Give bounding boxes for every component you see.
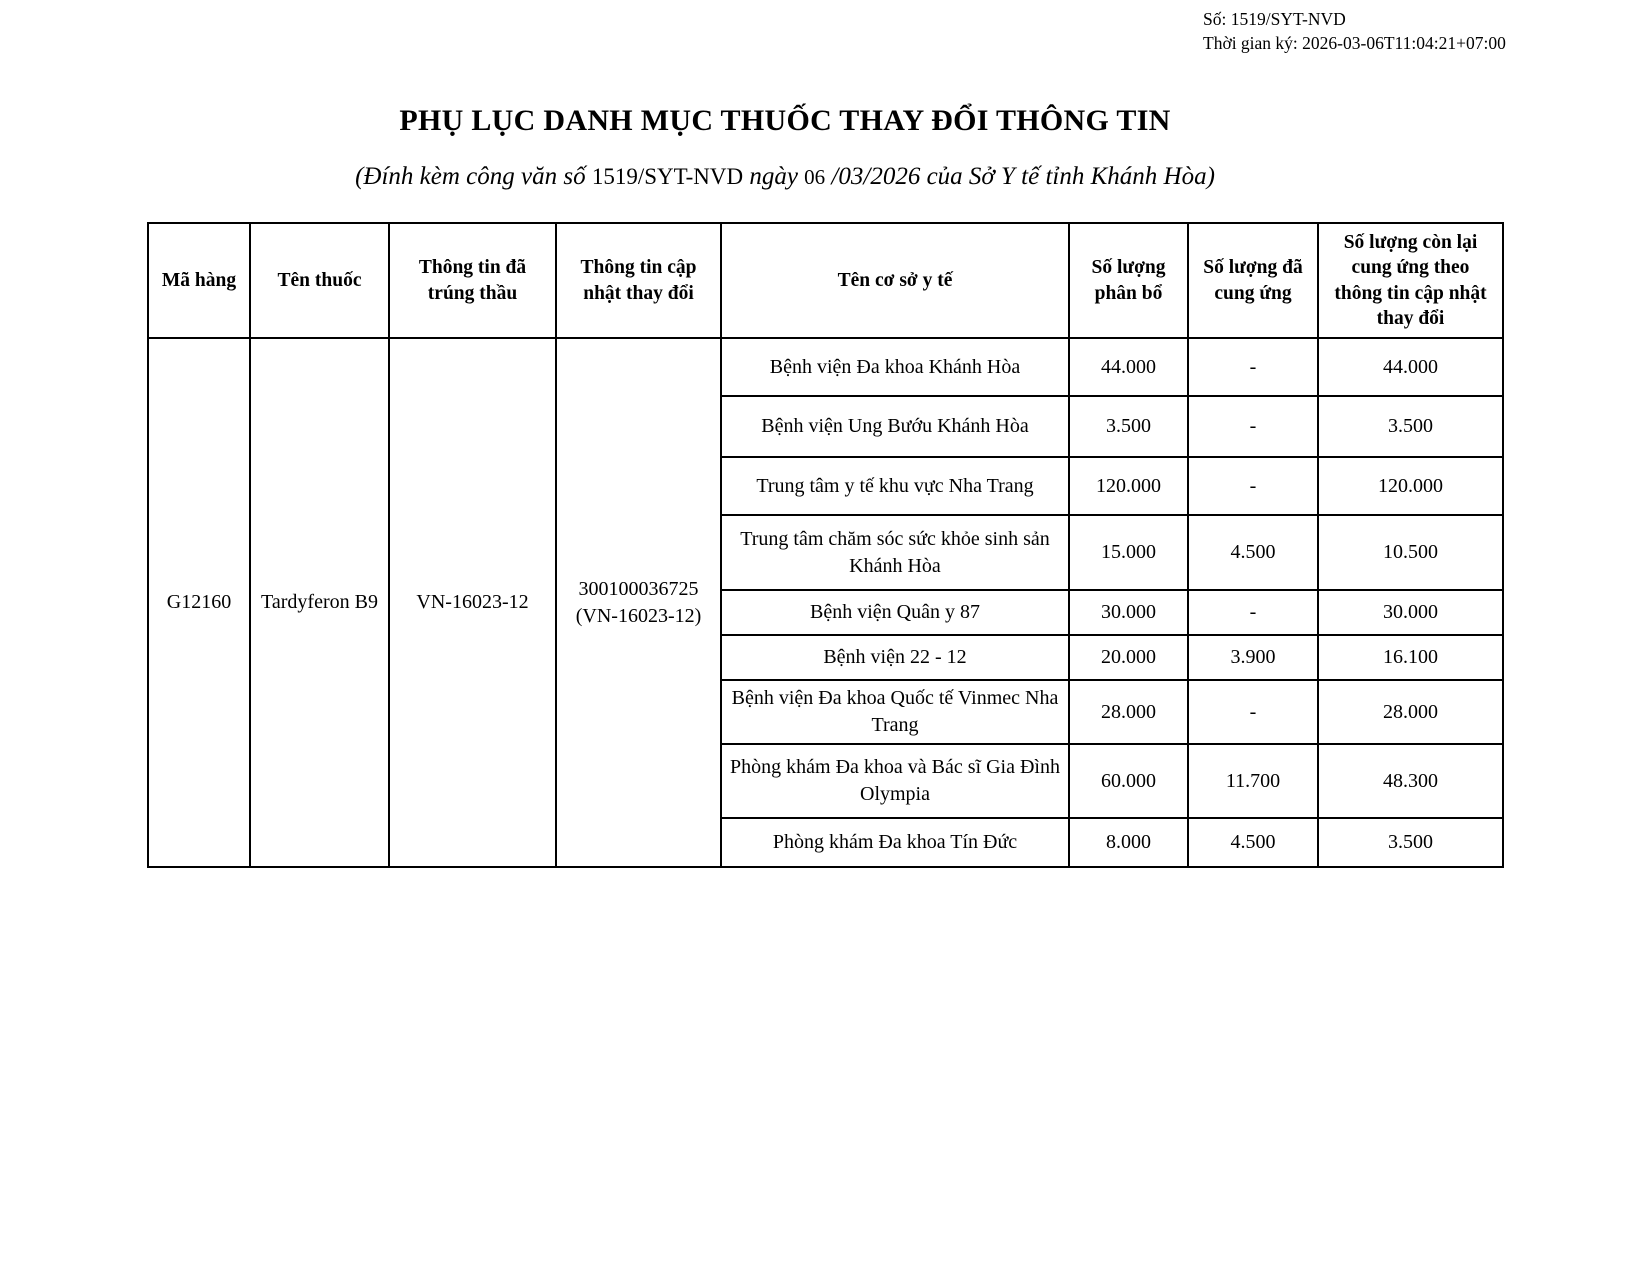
remaining-cell: 48.300 — [1318, 744, 1503, 818]
subtitle-day: 06 — [804, 165, 826, 189]
supplied-cell: 4.500 — [1188, 515, 1318, 590]
remaining-cell: 3.500 — [1318, 818, 1503, 867]
subtitle-doc-number: 1519/SYT-NVD — [591, 164, 744, 189]
item-code-cell: G12160 — [148, 338, 250, 867]
subtitle-part3: /03/2026 của Sở Y tế tỉnh Khánh Hòa) — [831, 163, 1215, 190]
item-bid-info-cell: VN-16023-12 — [389, 338, 556, 867]
header-remaining: Số lượng còn lại cung ứng theo thông tin cập nhật thay đổi — [1318, 223, 1503, 338]
page-title: PHỤ LỤC DANH MỤC THUỐC THAY ĐỔI THÔNG TIN — [399, 104, 1171, 137]
subtitle-part2: ngày — [749, 163, 798, 190]
supplied-cell: 11.700 — [1188, 744, 1318, 818]
subtitle — [120, 163, 1450, 191]
facility-cell: Phòng khám Đa khoa và Bác sĩ Gia Đình Olympia — [721, 744, 1069, 818]
facility-cell: Trung tâm y tế khu vực Nha Trang — [721, 457, 1069, 515]
facility-cell: Bệnh viện Ung Bướu Khánh Hòa — [721, 396, 1069, 457]
header-updated-info: Thông tin cập nhật thay đổi — [556, 223, 721, 338]
table-row — [148, 338, 1503, 396]
remaining-cell: 10.500 — [1318, 515, 1503, 590]
doc-number-line: Số: 1519/SYT-NVD — [1203, 9, 1346, 29]
header-code: Mã hàng — [148, 223, 250, 338]
remaining-cell: 120.000 — [1318, 457, 1503, 515]
allocated-cell: 3.500 — [1069, 396, 1188, 457]
header-allocated: Số lượng phân bổ — [1069, 223, 1188, 338]
facility-cell: Bệnh viện Đa khoa Khánh Hòa — [721, 338, 1069, 396]
item-updated-info-cell: 300100036725 (VN-16023-12) — [556, 338, 721, 867]
header-row — [148, 223, 1503, 338]
signature-meta — [1203, 8, 1506, 55]
allocated-cell: 30.000 — [1069, 590, 1188, 635]
allocated-cell: 15.000 — [1069, 515, 1188, 590]
header-facility: Tên cơ sở y tế — [721, 223, 1069, 338]
supplied-cell: 3.900 — [1188, 635, 1318, 680]
supplied-cell: 4.500 — [1188, 818, 1318, 867]
facility-cell: Bệnh viện Quân y 87 — [721, 590, 1069, 635]
supplied-cell: - — [1188, 680, 1318, 744]
sign-time-line: Thời gian ký: 2026-03-06T11:04:21+07:00 — [1203, 32, 1506, 53]
header-supplied: Số lượng đã cung ứng — [1188, 223, 1318, 338]
supplied-cell: - — [1188, 396, 1318, 457]
header-bid-info: Thông tin đã trúng thầu — [389, 223, 556, 338]
allocated-cell: 8.000 — [1069, 818, 1188, 867]
remaining-cell: 3.500 — [1318, 396, 1503, 457]
drug-table — [147, 222, 1504, 868]
subtitle-part1: (Đính kèm công văn số — [355, 163, 586, 190]
allocated-cell: 44.000 — [1069, 338, 1188, 396]
allocated-cell: 60.000 — [1069, 744, 1188, 818]
facility-cell: Phòng khám Đa khoa Tín Đức — [721, 818, 1069, 867]
allocated-cell: 20.000 — [1069, 635, 1188, 680]
allocated-cell: 28.000 — [1069, 680, 1188, 744]
allocated-cell: 120.000 — [1069, 457, 1188, 515]
supplied-cell: - — [1188, 338, 1318, 396]
remaining-cell: 44.000 — [1318, 338, 1503, 396]
supplied-cell: - — [1188, 590, 1318, 635]
supplied-cell: - — [1188, 457, 1318, 515]
facility-cell: Trung tâm chăm sóc sức khỏe sinh sản Khánh Hòa — [721, 515, 1069, 590]
facility-cell: Bệnh viện 22 - 12 — [721, 635, 1069, 680]
remaining-cell: 30.000 — [1318, 590, 1503, 635]
remaining-cell: 28.000 — [1318, 680, 1503, 744]
facility-cell: Bệnh viện Đa khoa Quốc tế Vinmec Nha Trang — [721, 680, 1069, 744]
header-drug-name: Tên thuốc — [250, 223, 389, 338]
remaining-cell: 16.100 — [1318, 635, 1503, 680]
item-drug-name-cell: Tardyferon B9 — [250, 338, 389, 867]
